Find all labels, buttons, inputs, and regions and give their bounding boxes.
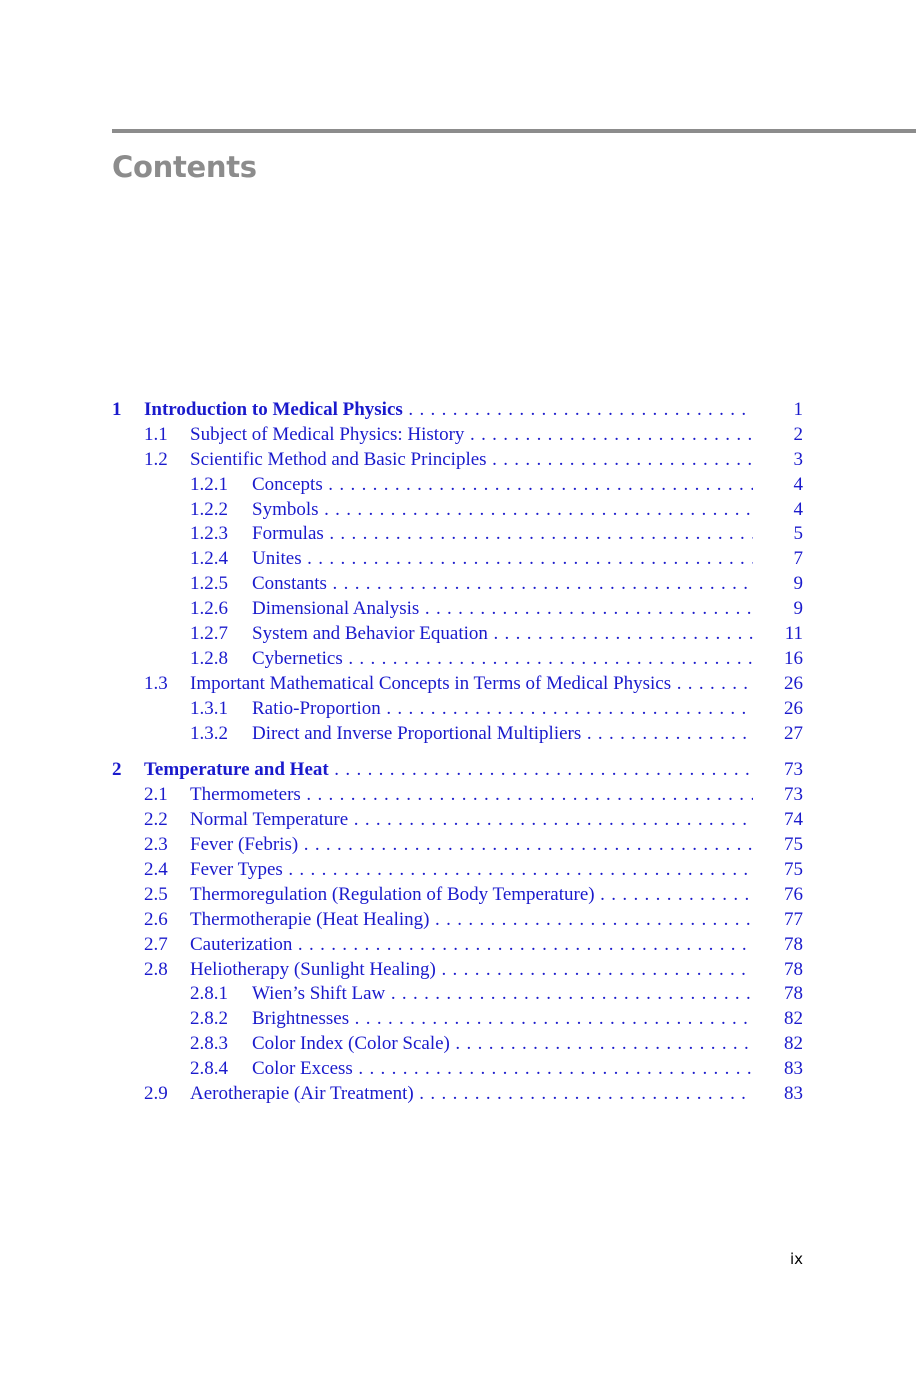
- entry-title: Normal Temperature: [190, 809, 349, 831]
- entry-page-number[interactable]: 83: [784, 1083, 803, 1105]
- entry-page-number[interactable]: 16: [784, 647, 803, 669]
- entry-number: 1.2.7: [190, 623, 228, 645]
- entry-title-link[interactable]: [252, 497, 753, 522]
- entry-title: Formulas: [252, 523, 324, 545]
- entry-title-link[interactable]: [190, 782, 753, 807]
- entry-page-number[interactable]: 26: [784, 697, 803, 719]
- entry-page-number[interactable]: 74: [784, 809, 803, 831]
- entry-title-link[interactable]: [252, 521, 753, 546]
- toc-chapter-entry[interactable]: [0, 397, 916, 422]
- entry-number: 1.3.2: [190, 722, 228, 744]
- entry-page-number[interactable]: 2: [793, 423, 803, 445]
- entry-title: Wien’s Shift Law: [252, 983, 386, 1005]
- entry-page-number[interactable]: 83: [784, 1058, 803, 1080]
- entry-page-number[interactable]: 11: [784, 623, 803, 645]
- entry-page-number[interactable]: 1: [793, 399, 803, 420]
- entry-title: Color Excess: [252, 1058, 353, 1080]
- entry-number: 1.2.8: [190, 647, 228, 669]
- toc-subsection-entry[interactable]: [0, 1031, 916, 1056]
- entry-number: 1.2.3: [190, 523, 228, 545]
- entry-title-link[interactable]: [190, 422, 753, 447]
- entry-page-number[interactable]: 73: [784, 784, 803, 806]
- entry-title-link[interactable]: [252, 571, 753, 596]
- entry-title-link[interactable]: [190, 932, 753, 957]
- entry-page-number[interactable]: 9: [793, 573, 803, 595]
- toc-section-entry[interactable]: [0, 882, 916, 907]
- entry-page-number[interactable]: 77: [784, 908, 803, 930]
- entry-number: 2.8.3: [190, 1033, 228, 1055]
- entry-page-number[interactable]: 26: [784, 672, 803, 694]
- entry-title: Thermotherapie (Heat Healing): [190, 908, 430, 930]
- entry-number: 2.8.2: [190, 1008, 228, 1030]
- entry-number: 2.2: [144, 809, 168, 831]
- entry-number: 2.3: [144, 834, 168, 856]
- entry-page-number[interactable]: 3: [793, 448, 803, 470]
- entry-page-number[interactable]: 82: [784, 1008, 803, 1030]
- entry-page-number[interactable]: 78: [784, 958, 803, 980]
- entry-title-link[interactable]: [252, 621, 753, 646]
- entry-title-link[interactable]: [190, 882, 753, 907]
- toc-subsection-entry[interactable]: [0, 646, 916, 671]
- entry-title: Heliotherapy (Sunlight Healing): [190, 958, 436, 980]
- toc-subsection-entry[interactable]: [0, 472, 916, 497]
- toc-section-entry[interactable]: [0, 782, 916, 807]
- entry-title-link[interactable]: [252, 472, 753, 497]
- entry-number: 2.8.4: [190, 1058, 228, 1080]
- header-rule: [112, 129, 916, 133]
- entry-title: Dimensional Analysis: [252, 598, 420, 620]
- toc-subsection-entry[interactable]: [0, 521, 916, 546]
- entry-number: 2.5: [144, 883, 168, 905]
- toc-chapter-entry[interactable]: [0, 757, 916, 782]
- entry-number: 2.8.1: [190, 983, 228, 1005]
- entry-number: 1.3: [144, 672, 168, 694]
- entry-title: Introduction to Medical Physics: [144, 399, 403, 420]
- toc-subsection-entry[interactable]: [0, 721, 916, 746]
- entry-number: 1.2.4: [190, 548, 228, 570]
- toc-subsection-entry[interactable]: [0, 497, 916, 522]
- entry-title: Symbols: [252, 498, 319, 520]
- entry-title-link[interactable]: [190, 832, 753, 857]
- entry-title: Direct and Inverse Proportional Multipliers: [252, 722, 582, 744]
- entry-title-link[interactable]: [252, 721, 753, 746]
- entry-title: Aerotherapie (Air Treatment): [190, 1083, 414, 1105]
- toc-section-entry[interactable]: [0, 671, 916, 696]
- entry-title-link[interactable]: [252, 646, 753, 671]
- toc-section-entry[interactable]: [0, 1081, 916, 1106]
- entry-title: Brightnesses: [252, 1008, 350, 1030]
- entry-title: Unites: [252, 548, 302, 570]
- entry-title-link[interactable]: [190, 957, 753, 982]
- toc-section-entry[interactable]: [0, 422, 916, 447]
- entry-page-number[interactable]: 5: [793, 523, 803, 545]
- entry-title: Cauterization: [190, 933, 293, 955]
- entry-number: 1.2.2: [190, 498, 228, 520]
- entry-number: 2.4: [144, 859, 168, 881]
- toc-subsection-entry[interactable]: [0, 981, 916, 1006]
- toc-subsection-entry[interactable]: [0, 596, 916, 621]
- page-number: ix: [790, 1250, 804, 1268]
- entry-number: 2.1: [144, 784, 168, 806]
- entry-page-number[interactable]: 4: [793, 473, 803, 495]
- entry-title-link[interactable]: [190, 807, 753, 832]
- entry-title: Important Mathematical Concepts in Terms of Medical Physics: [190, 672, 672, 694]
- toc-subsection-entry[interactable]: [0, 1056, 916, 1081]
- entry-page-number[interactable]: 4: [793, 498, 803, 520]
- entry-title-link[interactable]: [252, 1056, 753, 1081]
- entry-title-link[interactable]: [190, 857, 753, 882]
- entry-number: 1.3.1: [190, 697, 228, 719]
- entry-title-link[interactable]: [252, 981, 753, 1006]
- entry-number: 1: [112, 399, 122, 420]
- entry-number: 2.9: [144, 1083, 168, 1105]
- entry-title: Temperature and Heat: [144, 759, 329, 781]
- entry-title-link[interactable]: [252, 546, 753, 571]
- toc-section-entry[interactable]: [0, 832, 916, 857]
- entry-title: Cybernetics: [252, 647, 343, 669]
- entry-title-link[interactable]: [144, 757, 753, 782]
- entry-number: 1.2.5: [190, 573, 228, 595]
- entry-number: 1.2.1: [190, 473, 228, 495]
- entry-title: Color Index (Color Scale): [252, 1033, 450, 1055]
- chapter-block: [0, 397, 916, 745]
- entry-title-link[interactable]: [252, 696, 753, 721]
- entry-title: Subject of Medical Physics: History: [190, 423, 465, 445]
- entry-title-link[interactable]: [144, 397, 753, 422]
- toc-section-entry[interactable]: [0, 907, 916, 932]
- entry-page-number[interactable]: 75: [784, 859, 803, 881]
- entry-title-link[interactable]: [252, 596, 753, 621]
- entry-title-link[interactable]: [190, 671, 753, 696]
- entry-page-number[interactable]: 82: [784, 1033, 803, 1055]
- toc-section-entry[interactable]: [0, 957, 916, 982]
- toc-subsection-entry[interactable]: [0, 571, 916, 596]
- entry-page-number[interactable]: 73: [784, 759, 803, 781]
- toc-section-entry[interactable]: [0, 807, 916, 832]
- toc-section-entry[interactable]: [0, 857, 916, 882]
- entry-title: Ratio-Proportion: [252, 697, 381, 719]
- toc-subsection-entry[interactable]: [0, 546, 916, 571]
- entry-page-number[interactable]: 27: [784, 722, 803, 744]
- entry-title-link[interactable]: [252, 1006, 753, 1031]
- entry-title: Thermometers: [190, 784, 301, 806]
- toc-section-entry[interactable]: [0, 447, 916, 472]
- entry-number: 2.8: [144, 958, 168, 980]
- entry-title: Thermoregulation (Regulation of Body Temperature): [190, 883, 595, 905]
- table-of-contents: [0, 397, 916, 1118]
- toc-section-entry[interactable]: [0, 932, 916, 957]
- entry-page-number[interactable]: 75: [784, 834, 803, 856]
- entry-number: 1.1: [144, 423, 168, 445]
- chapter-block: [0, 757, 916, 1105]
- page-title: Contents: [112, 150, 257, 184]
- entry-page-number[interactable]: 9: [793, 598, 803, 620]
- entry-page-number[interactable]: 76: [784, 883, 803, 905]
- toc-subsection-entry[interactable]: [0, 621, 916, 646]
- entry-title-link[interactable]: [190, 447, 753, 472]
- entry-number: 2: [112, 759, 122, 781]
- entry-title: System and Behavior Equation: [252, 623, 488, 645]
- entry-page-number[interactable]: 78: [784, 933, 803, 955]
- entry-title: Fever Types: [190, 859, 283, 881]
- entry-title: Concepts: [252, 473, 323, 495]
- entry-title: Constants: [252, 573, 327, 595]
- entry-title: Fever (Febris): [190, 834, 299, 856]
- entry-number: 1.2: [144, 448, 168, 470]
- toc-subsection-entry[interactable]: [0, 1006, 916, 1031]
- toc-subsection-entry[interactable]: [0, 696, 916, 721]
- entry-title-link[interactable]: [252, 1031, 753, 1056]
- entry-title-link[interactable]: [190, 907, 753, 932]
- entry-number: 1.2.6: [190, 598, 228, 620]
- entry-number: 2.7: [144, 933, 168, 955]
- entry-page-number[interactable]: 78: [784, 983, 803, 1005]
- entry-title-link[interactable]: [190, 1081, 753, 1106]
- entry-title: Scientific Method and Basic Principles: [190, 448, 487, 470]
- entry-page-number[interactable]: 7: [793, 548, 803, 570]
- entry-number: 2.6: [144, 908, 168, 930]
